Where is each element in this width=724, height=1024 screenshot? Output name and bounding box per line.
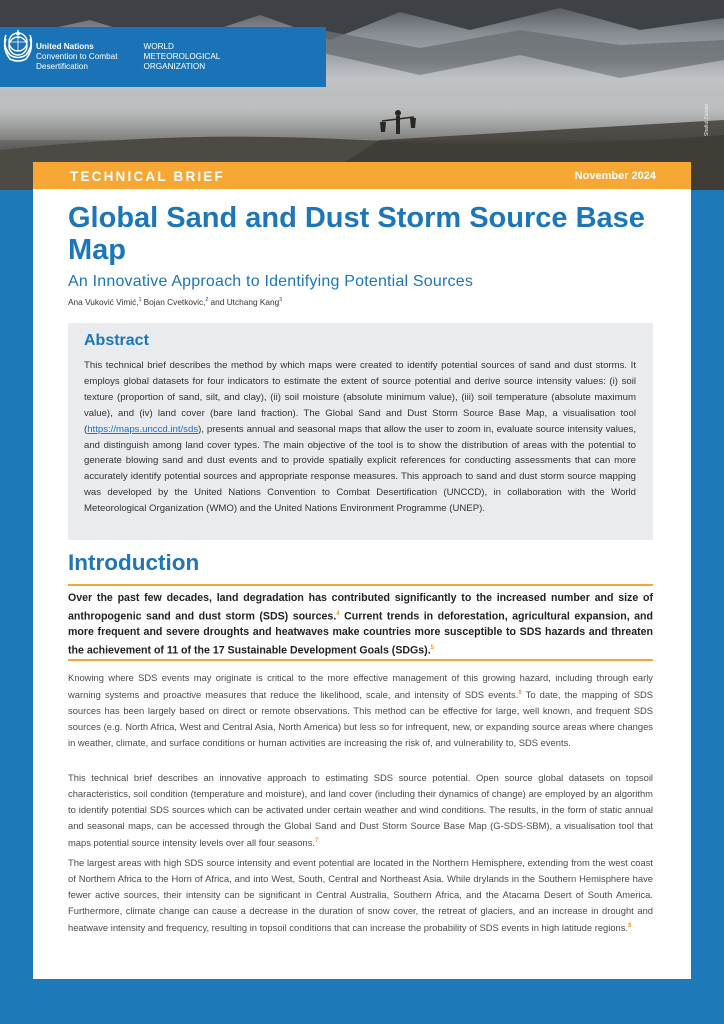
lead-text-a: Over the past few decades, land degradation has contributed significantly to the increased number and size of anthropogenic sand and dust storm (SDS) sources. [68, 592, 653, 623]
introduction-lead [68, 591, 653, 660]
unccd-line1: United Nations [36, 42, 94, 51]
author-name: Bojan Cvetkovic, [141, 297, 206, 307]
author-footnote: 1 [138, 297, 142, 304]
footnote-ref[interactable]: 4 [336, 610, 340, 617]
unccd-logo[interactable] [30, 42, 117, 72]
body-paragraph-1 [68, 670, 653, 751]
document-title: Global Sand and Dust Storm Source Base Map [68, 202, 645, 266]
document-page [33, 189, 691, 979]
abstract-text [84, 358, 636, 517]
abstract-box [68, 323, 653, 540]
p1-text-b: To date, the mapping of SDS sources has been largely based on direct or remote observations. This method can be effective for large, well known, and frequent SDS sources (e.g. North Africa, West and Central Asia, North America) but less so for infrequent, new, or expanding source areas where changes in weather, climate, and surface conditions or human activities are increasing the risk of, and vulnerability to, SDS events. [68, 689, 653, 748]
author-footnote: 2 [205, 297, 209, 304]
wmo-emblem-icon [0, 27, 36, 63]
abstract-text-part2: ), presents annual and seasonal maps that allow the user to zoom in, evaluate source intensity values, and distinguish among land cover types. The main objective of the tool is to show the distribution of areas with the potential to generate blowing sand and dust events and to provide spatially explicit references for conducting assessments that can more accurately identify potential sources and appropriate response measures. This approach to sand and dust storm source mapping was developed by the United Nations Convention to Combat Desertification (UNCCD), in collaboration with the World Meteorological Organization (WMO) and the United Nations Environment Programme (UNEP). [84, 423, 636, 515]
photo-credit: Shafiul Zaman [704, 103, 710, 136]
unccd-line3: Desertification [36, 62, 88, 71]
abstract-text-part1: This technical brief describes the method by which maps were created to identify potential sources of sand and dust storms. It employs global datasets for four indicators to estimate the extent of source potential and derive source intensity values: (i) soil texture (proportion of sand, silt, and clay), (ii) soil moisture (absolute minimum value), (iii) soil temperature (absolute maximum value), and (iv) land cover (bare land fraction). The Global Sand and Dust Storm Source Base Map, a visualisation tool ( [84, 360, 636, 435]
footnote-ref[interactable]: 6 [518, 689, 522, 696]
document-type-banner [33, 162, 691, 189]
author-name: and Utchang Kang [208, 297, 280, 307]
p1-text-a: Knowing where SDS events may originate is critical to the more effective management of this growing hazard, including through early warning systems and proactive measures that reduce the likelihood, scale, and intensity of SDS events. [68, 672, 653, 701]
wmo-logo-text [143, 42, 220, 72]
wmo-line3: ORGANIZATION [143, 62, 206, 71]
document-subtitle: An Innovative Approach to Identifying Potential Sources [68, 273, 474, 290]
section-divider-top [68, 584, 653, 586]
introduction-heading: Introduction [68, 550, 200, 575]
footnote-ref[interactable]: 7 [315, 837, 319, 844]
body-paragraph-2 [68, 770, 653, 851]
p3-text: The largest areas with high SDS source intensity and event potential are located in the Northern Hemisphere, extending from the west coast of Northern Africa to the Horn of Africa, and into West, South, Central and Northeast Asia. While drylands in the Southern Hemisphere have fewer active sources, their intensity can be significant in Central Australia, Southern Africa, and the Atacama Desert of South America. Furthermore, climate change can cause a decrease in the duration of snow cover, the retreat of glaciers, and an increase in drought and heatwave intensity and frequency, resulting in topsoil conditions that can increase the probability of SDS events in high latitude regions. [68, 857, 653, 933]
author-list [68, 297, 282, 307]
wmo-line2: METEOROLOGICAL [143, 52, 221, 61]
abstract-heading: Abstract [84, 332, 149, 349]
unccd-logo-text [36, 42, 117, 72]
lead-text-b: Current trends in deforestation, agricultural expansion, and more frequent and severe droughts and heatwaves make countries more susceptible to SDS hazards and threaten the achievement of 11 of the 17 Sustainable Development Goals (SDGs). [68, 610, 654, 657]
footnote-ref[interactable]: 8 [628, 922, 632, 929]
section-divider-bottom [68, 659, 653, 661]
p2-text: This technical brief describes an innovative approach to estimating SDS source potential. Open source global datasets on topsoil characteristics, soil condition (temperature and moisture), and land cover (including their dynamics of change) are employed by an algorithm to identify potential SDS sources which can be activated under certain weather and wind conditions. The results, in the form of static annual and seasonal maps, can be accessed through the Global Sand and Dust Storm Source Base Map (G-SDS-SBM), a visualisation tool that maps potential source intensity levels over all four seasons. [68, 772, 653, 848]
author-name: Ana Vuković Vimić, [68, 297, 139, 307]
unccd-line2: Convention to Combat [36, 52, 118, 61]
wmo-logo[interactable] [137, 42, 220, 72]
author-footnote: 3 [279, 297, 283, 304]
document-type-label: TECHNICAL BRIEF [70, 169, 226, 184]
wmo-line1: WORLD [143, 42, 174, 51]
footnote-ref[interactable]: 5 [430, 645, 434, 652]
sds-map-link[interactable]: https://maps.unccd.int/sds [87, 423, 199, 435]
publication-date: November 2024 [574, 170, 656, 182]
page-bottom-frame [0, 979, 724, 1024]
logo-banner [0, 27, 326, 87]
body-paragraph-3 [68, 855, 653, 936]
